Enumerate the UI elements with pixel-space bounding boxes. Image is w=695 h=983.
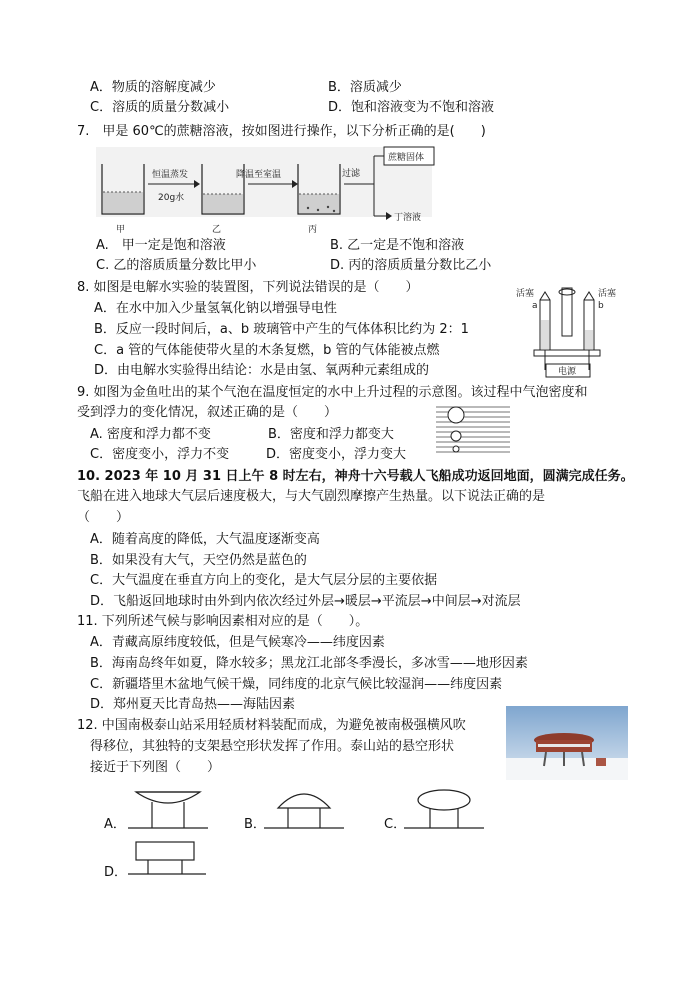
q12-stem-line1: 12. 中国南极泰山站采用轻质材料装配而成，为避免被南极强横风吹 (77, 718, 466, 733)
q6-option-c: C．溶质的质量分数减小 (90, 100, 230, 115)
step1-label: 恒温蒸发 (152, 170, 189, 180)
label-jia: 甲 (116, 225, 126, 235)
step2-label: 降温至室温 (236, 170, 282, 180)
q6-option-d: D．饱和溶液变为不饱和溶液 (328, 100, 495, 115)
q9-stem-line2: 受到浮力的变化情况，叙述正确的是（ ） (77, 405, 338, 420)
q9-option-a: A. 密度和浮力都不变 (90, 427, 211, 442)
q12-option-b-label: B． (244, 817, 266, 832)
q12-option-c-label: C． (384, 817, 407, 832)
q8-option-c: C．a 管的气体能使带火星的木条复燃，b 管的气体能被点燃 (94, 343, 440, 358)
q8-option-b: B．反应一段时间后，a、b 玻璃管中产生的气体体积比约为 2：1 (94, 322, 469, 337)
q12-stem-line2: 得移位，其独特的支架悬空形状发挥了作用。泰山站的悬空形状 (90, 739, 455, 754)
tube-a-label: a (532, 301, 538, 311)
label-yi: 乙 (212, 225, 222, 235)
q11-option-b: B．海南岛终年如夏，降水较多；黑龙江北部冬季漫长，多冰雪——地形因素 (90, 656, 528, 671)
valve-right-label: 活塞 (598, 289, 617, 299)
rising-bubble-figure (436, 404, 510, 456)
q11-option-c: C．新疆塔里木盆地气候干燥，同纬度的北京气候比较湿润——纬度因素 (90, 677, 503, 692)
q11-option-a: A．青藏高原纬度较低，但是气候寒冷——纬度因素 (90, 635, 385, 650)
q10-stem-line1: 10. 2023 年 10 月 31 日上午 8 时左右，神舟十六号载人飞船成功返回地面，圆满完成任务。 (77, 469, 634, 484)
out2-label: 丁溶液 (394, 213, 422, 223)
q12-option-d-shape (128, 840, 208, 880)
q10-option-c: C．大气温度在垂直方向上的变化，是大气层分层的主要依据 (90, 573, 438, 588)
q8-option-d: D．由电解水实验得出结论：水是由氢、氧两种元素组成的 (94, 363, 430, 378)
out1-label: 蔗糖固体 (388, 153, 425, 163)
q11-option-d: D．郑州夏天比青岛热——海陆因素 (90, 697, 296, 712)
step1-sub-label: 20g水 (158, 193, 185, 203)
valve-left-label: 活塞 (516, 289, 535, 299)
q11-stem: 11. 下列所述气候与影响因素相对应的是（ ）。 (77, 614, 369, 629)
q10-stem-line3: （ ） (77, 510, 130, 525)
q7-option-b: B. 乙一定是不饱和溶液 (330, 238, 465, 253)
q10-option-a: A．随着高度的降低，大气温度逐渐变高 (90, 532, 320, 547)
taishan-station-photo (506, 706, 628, 780)
q12-option-a-shape (128, 788, 208, 832)
q9-option-c: C．密度变小，浮力不变 (90, 447, 230, 462)
q9-stem-line1: 9. 如图为金鱼吐出的某个气泡在温度恒定的水中上升过程的示意图。该过程中气泡密度和 (77, 385, 588, 400)
power-label: 电源 (558, 367, 577, 377)
q7-option-d: D. 丙的溶质质量分数比乙小 (330, 258, 492, 273)
q12-stem-line3: 接近于下列图（ ） (90, 760, 221, 775)
q10-stem-line2: 飞船在进入地球大气层后速度极大，与大气剧烈摩擦产生热量。以下说法正确的是 (77, 489, 546, 504)
q7-crystallization-figure (96, 144, 436, 236)
q7-option-a: A. 甲一定是饱和溶液 (96, 238, 226, 253)
q7-option-c: C. 乙的溶质质量分数比甲小 (96, 258, 257, 273)
q6-option-b: B．溶质减少 (328, 80, 402, 95)
q8-option-a: A．在水中加入少量氢氧化钠以增强导电性 (94, 301, 337, 316)
q12-option-c-shape (404, 788, 484, 832)
q9-option-b: B．密度和浮力都变大 (268, 427, 394, 442)
q9-option-d: D．密度变小，浮力变大 (266, 447, 407, 462)
q10-option-b: B．如果没有大气，天空仍然是蓝色的 (90, 553, 307, 568)
electrolysis-apparatus-figure (512, 286, 622, 378)
q8-stem: 8. 如图是电解水实验的装置图，下列说法错误的是（ ） (77, 280, 419, 295)
q12-option-d-label: D． (104, 865, 128, 880)
tube-b-label: b (598, 301, 604, 311)
label-bing: 丙 (308, 225, 318, 235)
q12-option-b-shape (264, 788, 344, 832)
step3-label: 过滤 (342, 169, 361, 179)
q6-option-a: A．物质的溶解度减少 (90, 80, 216, 95)
q10-option-d: D．飞船返回地球时由外到内依次经过外层→暖层→平流层→中间层→对流层 (90, 594, 521, 609)
q12-option-a-label: A． (104, 817, 126, 832)
q7-stem: 7. 甲是 60℃的蔗糖溶液，按如图进行操作，以下分析正确的是( ) (77, 124, 486, 139)
